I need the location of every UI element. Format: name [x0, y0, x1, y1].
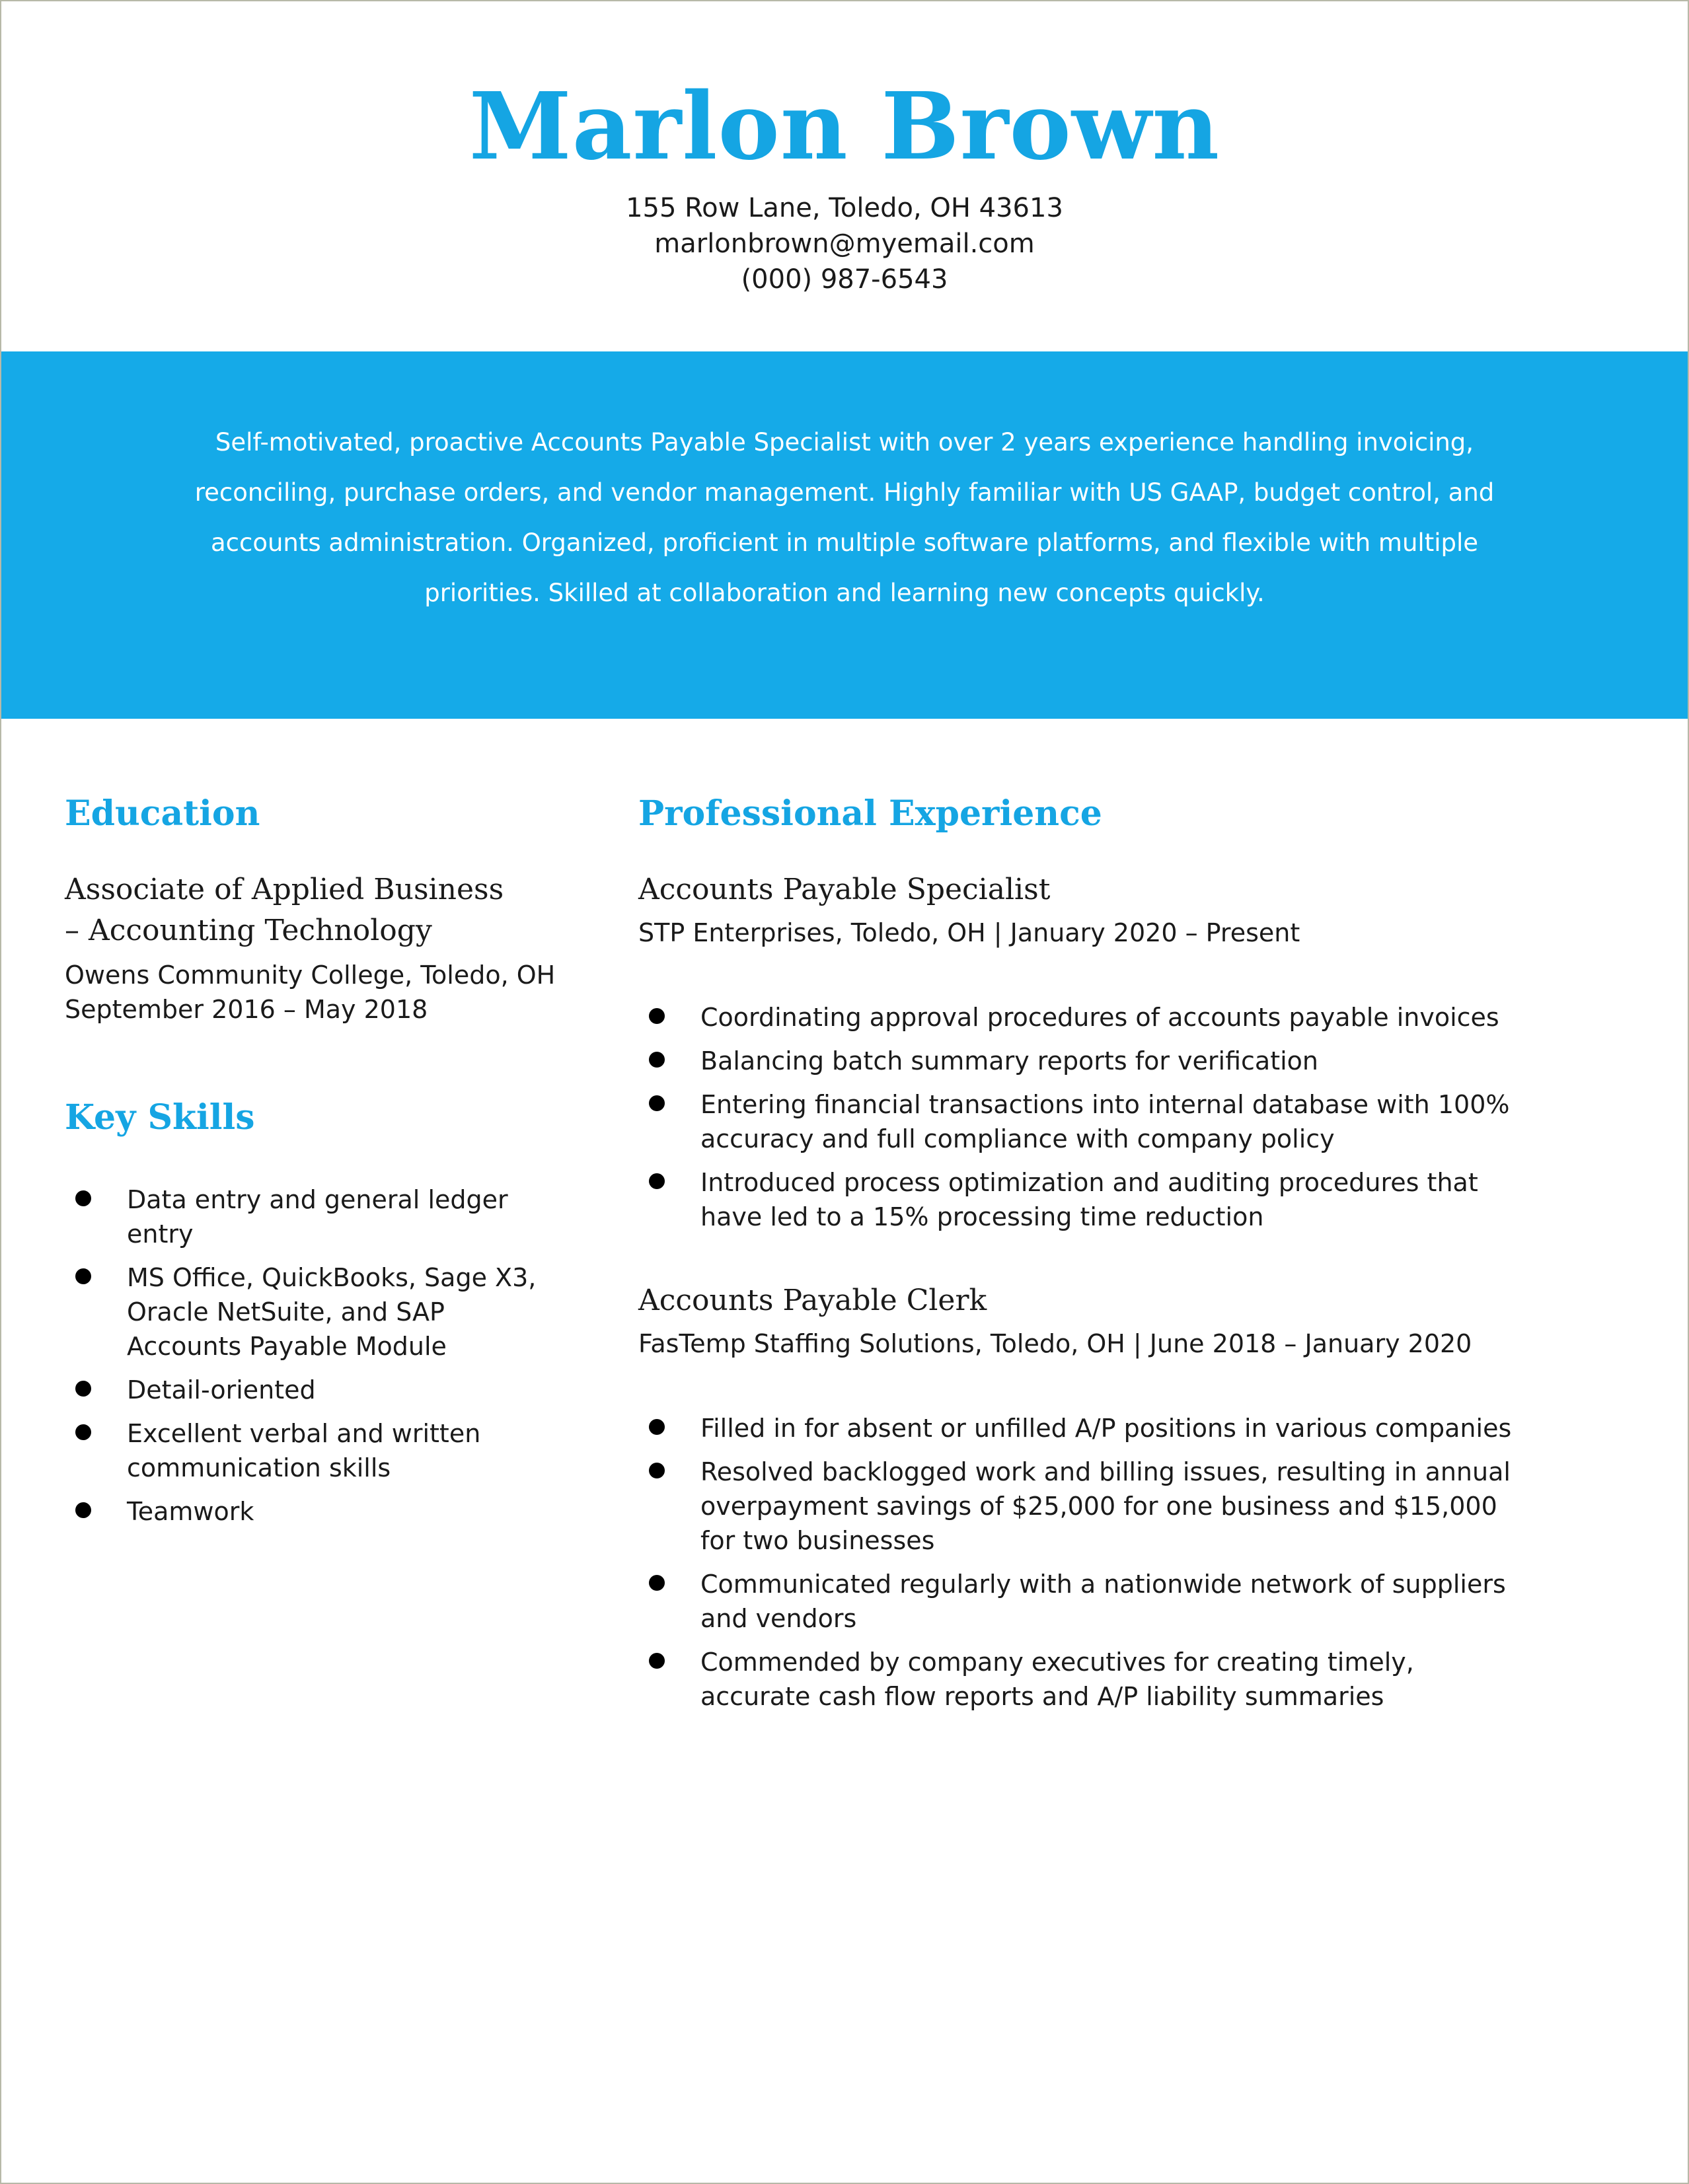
job-bullet: Filled in for absent or unfilled A/P positions in various companies [700, 1411, 1513, 1445]
education-school: Owens Community College, Toledo, OH [65, 961, 556, 990]
job-bullet: Coordinating approval procedures of accounts payable invoices [700, 1000, 1513, 1035]
bullet-dot [75, 1268, 91, 1284]
phone: (000) 987-6543 [741, 264, 948, 295]
contact-block [1, 190, 1688, 297]
bullet-dot [649, 1419, 665, 1435]
job-title: Accounts Payable Clerk [638, 1284, 987, 1317]
bullet-dot [649, 1095, 665, 1111]
candidate-name: Marlon Brown [469, 73, 1220, 181]
skill-item: Teamwork [127, 1494, 537, 1529]
address: 155 Row Lane, Toledo, OH 43613 [626, 193, 1063, 223]
bullet-dot [649, 1052, 665, 1068]
job-bullets [700, 1000, 1513, 1243]
bullet-dot [75, 1190, 91, 1206]
skills-list [127, 1183, 537, 1538]
job-meta: FasTemp Staffing Solutions, Toledo, OH | June 2018 – January 2020 [638, 1329, 1472, 1358]
education-degree: Associate of Applied Business – Accounting Technology [65, 873, 504, 947]
skill-item: MS Office, QuickBooks, Sage X3, Oracle NetSuite, and SAP Accounts Payable Module [127, 1260, 537, 1364]
job-meta: STP Enterprises, Toledo, OH | January 2020 – Present [638, 918, 1300, 947]
skill-item: Excellent verbal and written communication skills [127, 1416, 537, 1485]
bullet-dot [649, 1575, 665, 1591]
summary-band [1, 351, 1688, 719]
bullet-dot [75, 1381, 91, 1397]
bullet-dot [649, 1463, 665, 1478]
bullet-dot [649, 1653, 665, 1669]
skill-item: Data entry and general ledger entry [127, 1183, 537, 1251]
job-bullets [700, 1411, 1513, 1723]
education-dates: September 2016 – May 2018 [65, 995, 428, 1024]
bullet-dot [75, 1424, 91, 1440]
email: marlonbrown@myemail.com [654, 229, 1035, 259]
job-bullet: Commended by company executives for creating timely, accurate cash flow reports and A/P liability summaries [700, 1645, 1513, 1714]
education-heading: Education [65, 793, 260, 834]
job-bullet: Resolved backlogged work and billing issues, resulting in annual overpayment savings of $25,000 for one business and $15,000 for two businesses [700, 1455, 1513, 1558]
job-bullet: Communicated regularly with a nationwide network of suppliers and vendors [700, 1567, 1513, 1636]
job-bullet: Introduced process optimization and auditing procedures that have led to a 15% processing time reduction [700, 1165, 1513, 1234]
skill-item: Detail-oriented [127, 1373, 537, 1407]
summary-text: Self-motivated, proactive Accounts Payable Specialist with over 2 years experience handling invoicing, reconciling, purchase orders, and vendor management. Highly familiar with US GAAP, budget control, and accounts administration. Organized, proficient in multiple software platforms, and flexible with multiple priorities. Skilled at collaboration and learning new concepts quickly. [194, 428, 1495, 607]
bullet-dot [649, 1173, 665, 1189]
bullet-dot [75, 1502, 91, 1518]
bullet-dot [649, 1008, 665, 1024]
job-bullet: Balancing batch summary reports for verification [700, 1044, 1513, 1078]
job-bullet: Entering financial transactions into internal database with 100% accuracy and full compliance with company policy [700, 1087, 1513, 1156]
job-title: Accounts Payable Specialist [638, 873, 1051, 906]
experience-heading: Professional Experience [638, 793, 1102, 834]
skills-heading: Key Skills [65, 1097, 255, 1138]
